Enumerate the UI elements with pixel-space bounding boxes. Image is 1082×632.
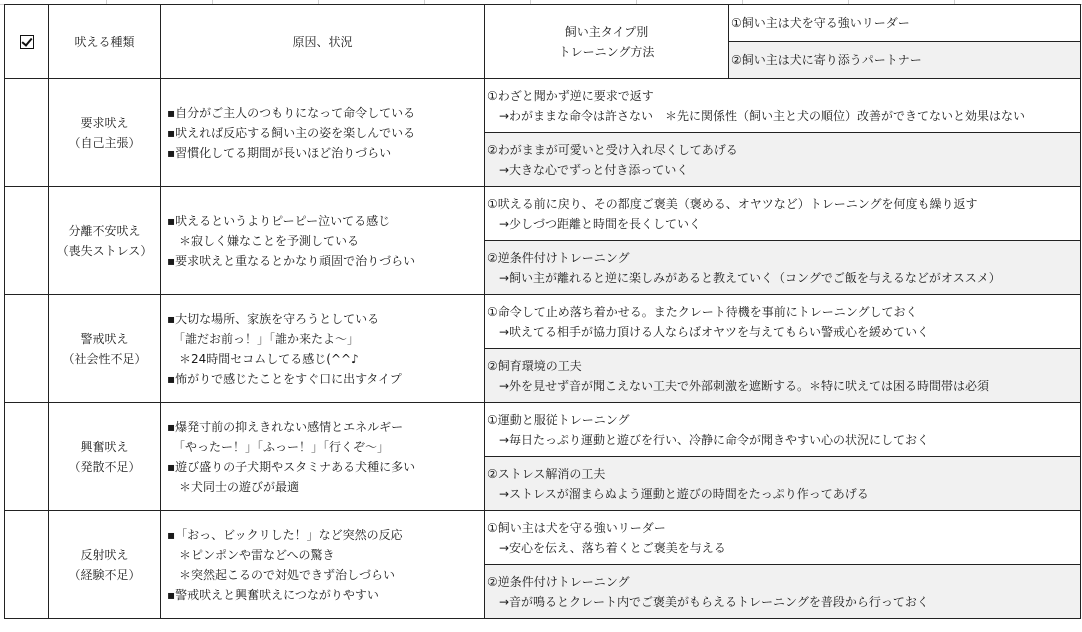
- cause-line: ▪要求吠えと重なるとかなり頑固で治りづらい: [167, 253, 416, 268]
- bark-training-table: [4, 4, 1081, 619]
- table-row: [5, 79, 1081, 133]
- cause-line: ＊ピンポンや雷などへの驚き: [167, 547, 335, 562]
- cause-line: ▪遊び盛りの子犬期やスタミナある犬種に多い: [167, 459, 416, 474]
- header-row: [5, 5, 1081, 42]
- bark-kind-name: 分離不安吠え: [68, 223, 141, 238]
- checkbox-icon[interactable]: [20, 35, 34, 49]
- cause-line: ＊24時間セコムしてる感じ(^^♪: [167, 351, 359, 366]
- cause-cell: [161, 295, 485, 403]
- header-check-cell[interactable]: [5, 5, 49, 79]
- table-row: [5, 187, 1081, 241]
- row-check-cell[interactable]: [5, 511, 49, 619]
- row-check-cell[interactable]: [5, 403, 49, 511]
- bark-kind-name: 反射吠え: [80, 547, 129, 562]
- training-detail: →ストレスが溜まらぬよう運動と遊びの時間をたっぷり作ってあげる: [499, 486, 869, 501]
- row-check-cell[interactable]: [5, 295, 49, 403]
- training-detail: →わがままな命令は許さない ＊先に関係性（飼い主と犬の順位）改善ができてないと効果はない: [499, 108, 1026, 123]
- training-type1-cell: [485, 295, 1081, 349]
- cause-line: ▪自分がご主人のつもりになって命令している: [167, 105, 416, 120]
- header-method-line2: トレーニング方法: [558, 44, 655, 59]
- training-detail: →吠えてる相手が協力頂ける人ならばオヤツを与えてもらい警戒心を緩めていく: [499, 324, 930, 339]
- bark-kind-cause: （経験不足）: [68, 567, 141, 582]
- cause-cell: [161, 79, 485, 187]
- cause-line: ＊突然起こるので対処できず治しづらい: [167, 567, 396, 582]
- training-detail: →大きな心でずっと付き添っていく: [499, 162, 689, 177]
- header-kind: 吠える種類: [49, 5, 161, 79]
- header-method: [485, 5, 729, 79]
- training-detail: →少しづつ距離と時間を長くしていく: [499, 216, 702, 231]
- header-cause: 原因、状況: [161, 5, 485, 79]
- bark-kind-cause: （発散不足）: [68, 459, 141, 474]
- training-title: ①わざと聞かず逆に要求で返す: [487, 88, 654, 103]
- training-title: ②逆条件付けトレーニング: [487, 574, 630, 589]
- cause-line: ▪吠えるというよりピーピー泣いてる感じ: [167, 213, 391, 228]
- training-title: ②飼育環境の工夫: [487, 358, 582, 373]
- cause-cell: [161, 403, 485, 511]
- cause-line: 「やったー！」「ふっー！」「行くぞ～」: [167, 439, 390, 454]
- training-title: ①吠える前に戻り、その都度ご褒美（褒める、オヤツなど）トレーニングを何度も繰り返す: [487, 196, 978, 211]
- training-detail: →音が鳴るとクレート内でご褒美がもらえるトレーニングを普段から行っておく: [499, 594, 929, 609]
- bark-kind-cause: （自己主張）: [68, 135, 141, 150]
- table-row: [5, 295, 1081, 349]
- training-detail: →安心を伝え、落ち着くとご褒美を与える: [499, 540, 726, 555]
- training-type1-cell: [485, 187, 1081, 241]
- cause-line: ＊犬同士の遊びが最適: [167, 479, 300, 494]
- training-type1-cell: [485, 79, 1081, 133]
- header-method-line1: 飼い主タイプ別: [564, 24, 649, 39]
- training-title: ②ストレス解消の工夫: [487, 466, 606, 481]
- bark-kind-cell: [49, 511, 161, 619]
- row-check-cell[interactable]: [5, 79, 49, 187]
- header-type1: ①飼い主は犬を守る強いリーダー: [729, 5, 1081, 42]
- bark-kind-cell: [49, 79, 161, 187]
- bark-kind-cause: （喪失ストレス）: [56, 243, 153, 258]
- training-type2-cell: [485, 241, 1081, 295]
- bark-kind-cell: [49, 403, 161, 511]
- training-title: ②逆条件付けトレーニング: [487, 250, 630, 265]
- row-check-cell[interactable]: [5, 187, 49, 295]
- training-detail: →飼い主が離れると逆に楽しみがあると教えていく（コングでご飯を与えるなどがオススメ）: [499, 270, 1001, 285]
- training-detail: →外を見せず音が聞こえない工夫で外部刺激を遮断する。＊特に吠えては困る時間帯は必須: [499, 378, 990, 393]
- training-type2-cell: [485, 133, 1081, 187]
- training-type2-cell: [485, 457, 1081, 511]
- training-title: ②わがままが可愛いと受け入れ尽くしてあげる: [487, 142, 738, 157]
- cause-cell: [161, 511, 485, 619]
- training-type1-cell: [485, 403, 1081, 457]
- bark-kind-name: 警戒吠え: [80, 331, 129, 346]
- cause-line: ▪警戒吠えと興奮吠えにつながりやすい: [167, 587, 379, 602]
- training-type1-cell: [485, 511, 1081, 565]
- cause-line: ▪習慣化してる期間が長いほど治りづらい: [167, 145, 392, 160]
- training-type2-cell: [485, 565, 1081, 619]
- table-row: [5, 511, 1081, 565]
- cause-line: 「誰だお前っ！」「誰か来たよ～」: [167, 331, 360, 346]
- bark-kind-name: 要求吠え: [80, 115, 129, 130]
- cause-line: ＊寂しく嫌なことを予測している: [167, 233, 360, 248]
- bark-kind-cell: [49, 295, 161, 403]
- cause-line: ▪怖がりで感じたことをすぐ口に出すタイプ: [167, 371, 402, 386]
- cause-line: ▪大切な場所、家族を守ろうとしている: [167, 311, 380, 326]
- bark-kind-cause: （社会性不足）: [62, 351, 147, 366]
- cause-line: ▪吠えれば反応する飼い主の姿を楽しんでいる: [167, 125, 416, 140]
- cause-cell: [161, 187, 485, 295]
- cause-line: ▪「おっ、ビックリした！」など突然の反応: [167, 527, 403, 542]
- bark-kind-name: 興奮吠え: [80, 439, 129, 454]
- training-title: ①命令して止め落ち着かせる。またクレート待機を事前にトレーニングしておく: [487, 304, 918, 319]
- bark-kind-cell: [49, 187, 161, 295]
- training-title: ①運動と服従トレーニング: [487, 412, 630, 427]
- training-type2-cell: [485, 349, 1081, 403]
- table-row: [5, 403, 1081, 457]
- training-title: ①飼い主は犬を守る強いリーダー: [487, 520, 666, 535]
- cause-line: ▪爆発寸前の抑えきれない感情とエネルギー: [167, 419, 404, 434]
- training-detail: →毎日たっぷり運動と遊びを行い、冷静に命令が聞きやすい心の状況にしておく: [499, 432, 930, 447]
- header-type2: ②飼い主は犬に寄り添うパートナー: [729, 42, 1081, 79]
